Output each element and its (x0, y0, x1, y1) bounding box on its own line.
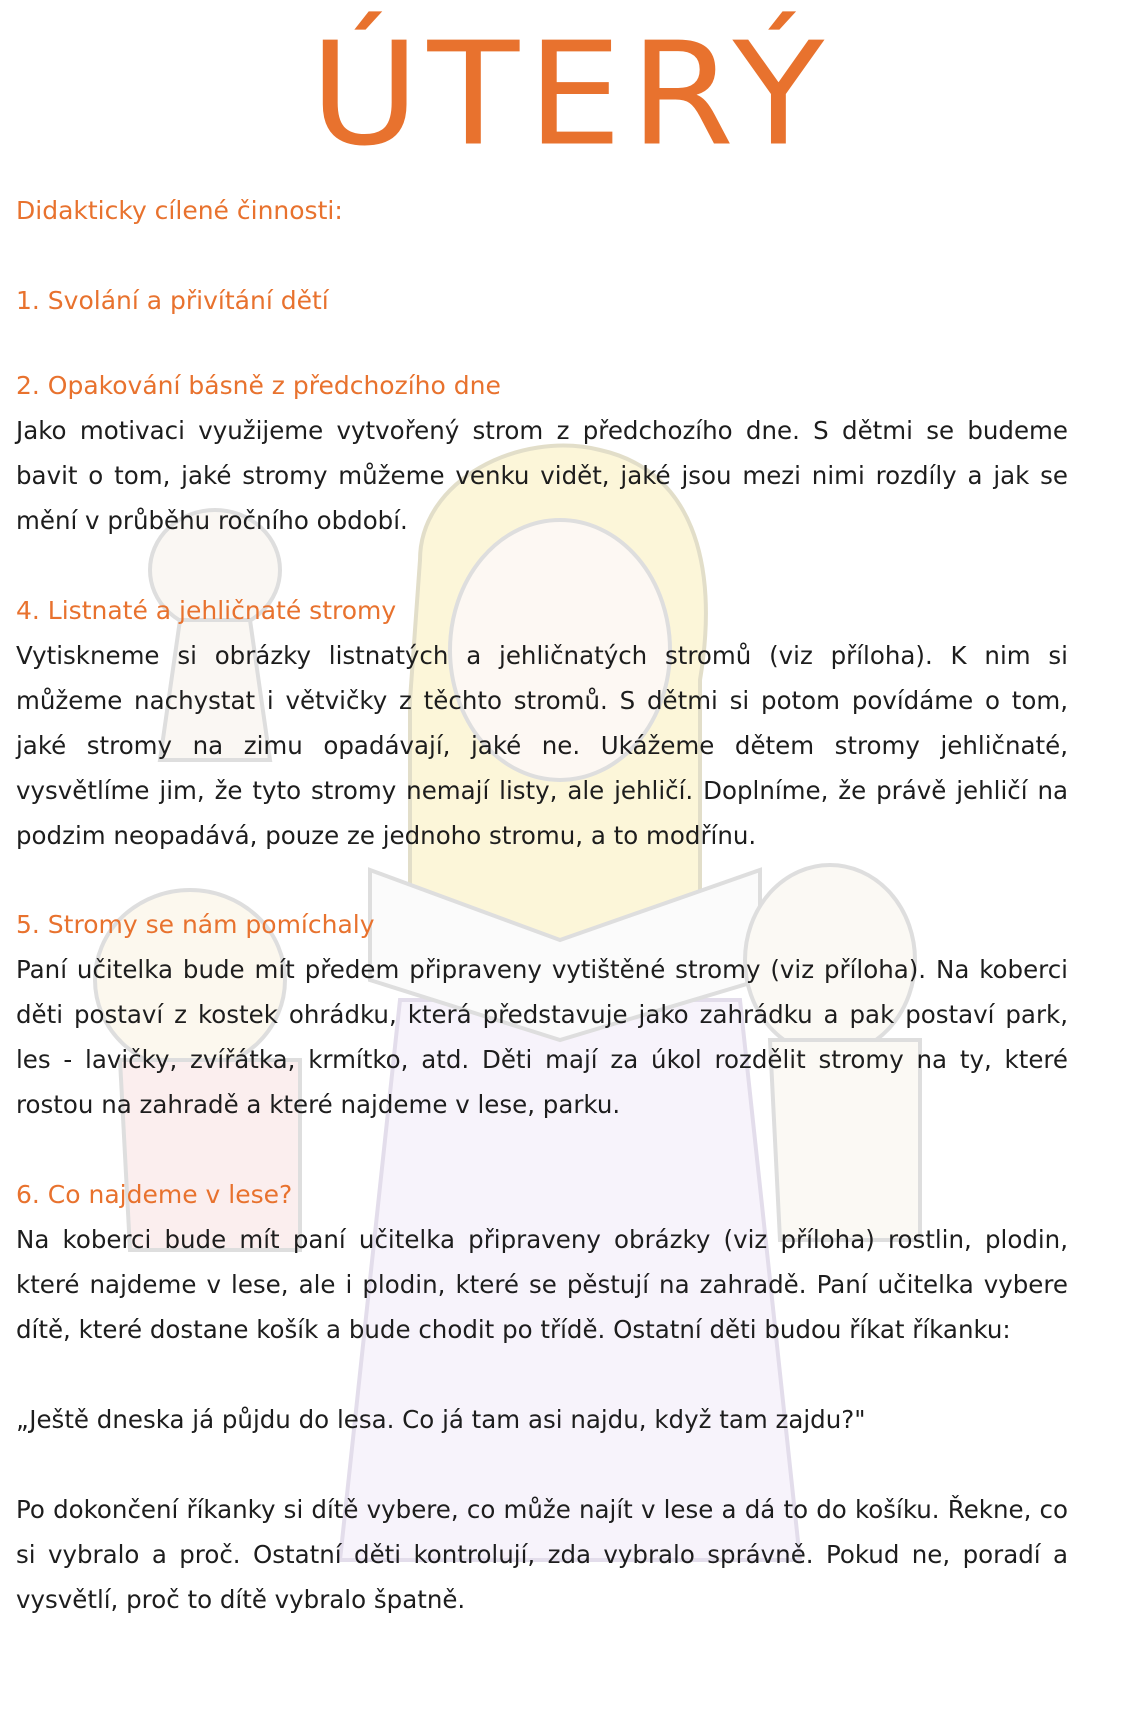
section-heading: 4. Listnaté a jehličnaté stromy (16, 596, 397, 625)
rhyme-text: „Ještě dneska já půjdu do lesa. Co já tam asi najdu, když tam zajdu?" (16, 1405, 866, 1434)
content (16, 188, 1068, 1622)
section-text: Vytiskneme si obrázky listnatých a jehličnatých stromů (viz příloha). K nim si můžeme nachystat i větvičky z těchto stromů. S dětmi si potom povídáme o tom, jaké stromy na zimu opadávají, jaké ne. Ukážeme dětem stromy jehličnaté, vysvětlíme jim, že tyto stromy nemají listy, ale jehličí. Doplníme, že právě jehličí na podzim neopadává, pouze ze jednoho stromu, a to modřínu. (16, 641, 1068, 850)
section-heading: 5. Stromy se nám pomíchaly (16, 910, 375, 939)
section-heading: 6. Co najdeme v lese? (16, 1180, 293, 1209)
closing-text: Po dokončení říkanky si dítě vybere, co může najít v lese a dá to do košíku. Řekne, co si vybralo a proč. Ostatní děti kontrolují, zda vybralo správně. Pokud ne, poradí a vysvětlí, proč to dítě vybralo špatně. (16, 1495, 1068, 1614)
intro-heading: Didakticky cílené činnosti: (16, 196, 343, 225)
section-heading: 2. Opakování básně z předchozího dne (16, 371, 501, 400)
section-text: Jako motivaci využijeme vytvořený strom z předchozího dne. S dětmi se budeme bavit o tom, jaké stromy můžeme venku vidět, jaké jsou mezi nimi rozdíly a jak se mění v průběhu ročního období. (16, 416, 1068, 535)
page-title-text: ÚTERÝ (309, 12, 833, 178)
page-title (0, 12, 1142, 178)
section-heading: 1. Svolání a přivítání dětí (16, 286, 329, 315)
section-text: Paní učitelka bude mít předem připraveny vytištěné stromy (viz příloha). Na koberci děti postaví z kostek ohrádku, která představuje jako zahrádku a pak postaví park, les - lavičky, zvířátka, krmítko, atd. Děti mají za úkol rozdělit stromy na ty, které rostou na zahradě a které najdeme v lese, parku. (16, 955, 1068, 1119)
section-text: Na koberci bude mít paní učitelka připraveny obrázky (viz příloha) rostlin, plodin, které najdeme v lese, ale i plodin, které se pěstují na zahradě. Paní učitelka vybere dítě, které dostane košík a bude chodit po třídě. Ostatní děti budou říkat říkanku: (16, 1225, 1068, 1344)
